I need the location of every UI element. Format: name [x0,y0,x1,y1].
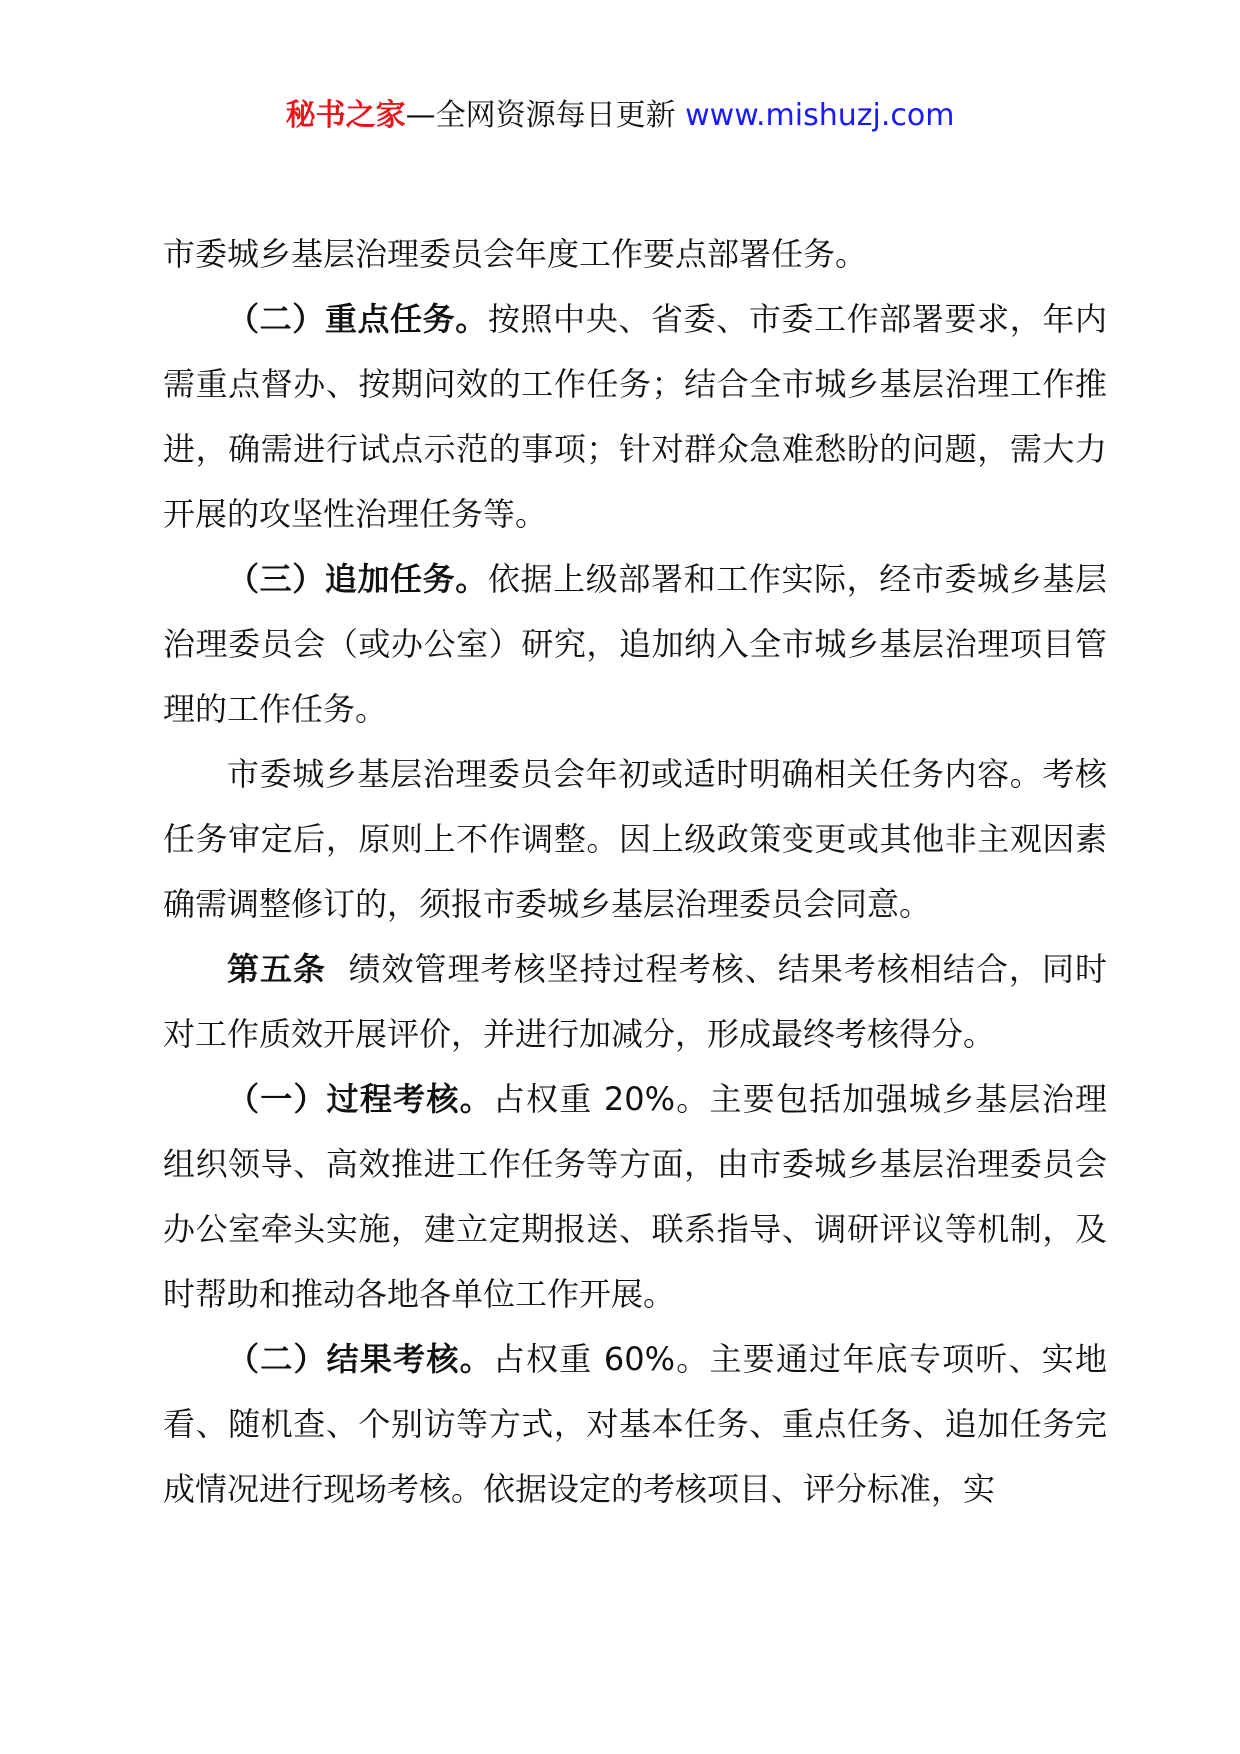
paragraph-process-assessment [163,1067,1107,1327]
paragraph-text: 绩效管理考核坚持过程考核、结果考核相结合，同时对工作质效开展评价，并进行加减分，形成最终考核得分。 [163,950,1107,1053]
page-header [0,96,1240,136]
paragraph-key-tasks [163,287,1107,547]
paragraph-continuation [163,222,1107,287]
article-heading: 第五条 [227,950,327,988]
paragraph-text: 按照中央、省委、市委工作部署要求，年内需重点督办、按期问效的工作任务；结合全市城乡基层治理工作推进，确需进行试点示范的事项；针对群众急难愁盼的问题，需大力开展的攻坚性治理任务等。 [163,300,1107,533]
site-url-link[interactable]: www.mishuzj.com [685,98,955,133]
header-tagline: —全网资源每日更新 [405,98,686,133]
document-body [163,222,1107,1522]
paragraph-text: 占权重 20%。主要包括加强城乡基层治理组织领导、高效推进工作任务等方面，由市委城乡基层治理委员会办公室牵头实施，建立定期报送、联系指导、调研评议等机制，及时帮助和推动各地各单位工作开展。 [163,1080,1107,1313]
paragraph-text: 依据上级部署和工作实际，经市委城乡基层治理委员会（或办公室）研究，追加纳入全市城乡基层治理项目管理的工作任务。 [163,560,1107,728]
paragraph-text: 占权重 60%。主要通过年底专项听、实地看、随机查、个别访等方式，对基本任务、重点任务、追加任务完成情况进行现场考核。依据设定的考核项目、评分标准，实 [163,1340,1107,1508]
paragraph-heading: （二）结果考核。 [227,1340,493,1378]
paragraph-result-assessment [163,1327,1107,1522]
brand-name: 秘书之家 [285,98,406,133]
paragraph-task-confirmation [163,742,1107,937]
paragraph-article-five [163,937,1107,1067]
paragraph-text: 市委城乡基层治理委员会年初或适时明确相关任务内容。考核任务审定后，原则上不作调整。因上级政策变更或其他非主观因素确需调整修订的，须报市委城乡基层治理委员会同意。 [163,755,1107,923]
paragraph-heading: （一）过程考核。 [227,1080,493,1118]
paragraph-heading: （二）重点任务。 [227,300,488,338]
paragraph-heading: （三）追加任务。 [227,560,488,598]
paragraph-additional-tasks [163,547,1107,742]
paragraph-text: 市委城乡基层治理委员会年度工作要点部署任务。 [163,235,868,273]
